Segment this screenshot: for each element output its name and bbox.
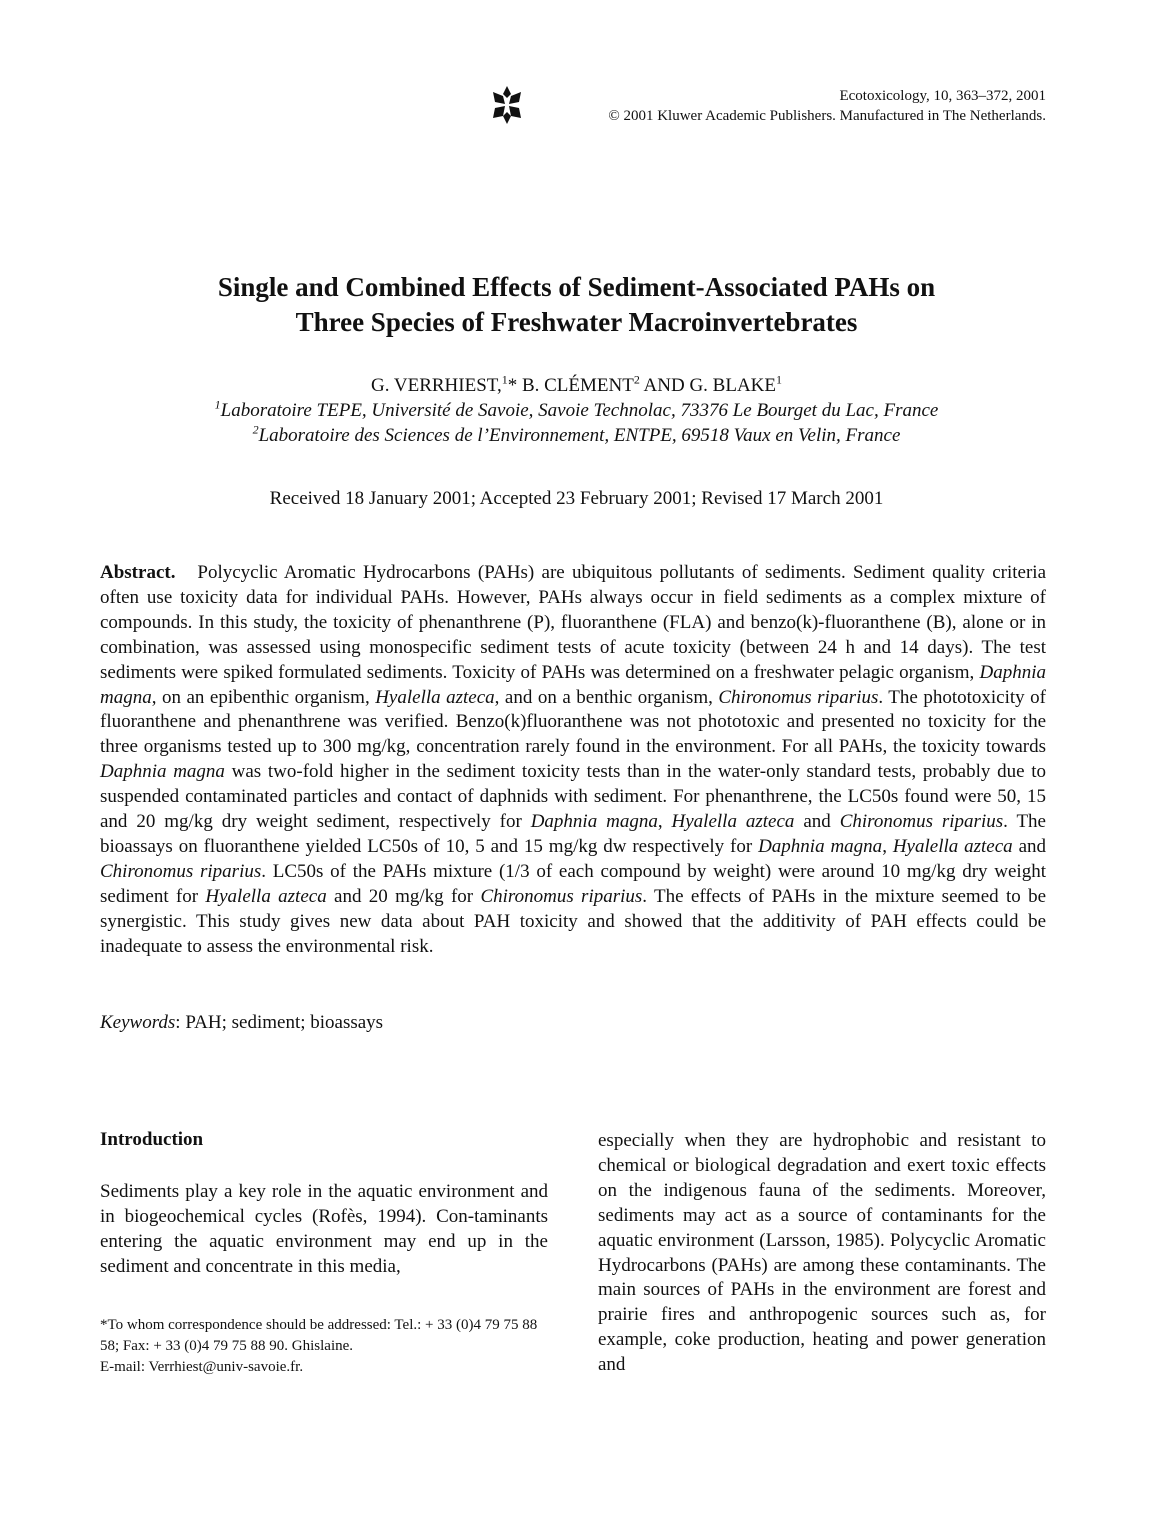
abstract-text: , on an epibenthic organism, — [151, 686, 376, 708]
author-1: G. VERRHIEST, — [370, 375, 502, 396]
author-2-affiliation: 2 — [633, 372, 640, 387]
species-name: Hyalella azteca — [892, 835, 1013, 857]
abstract-text: . LC50s of the PAHs mixture (1/3 of each compound by weight) were around 10 mg/kg dry weight sediment for — [100, 860, 1046, 907]
abstract-text: and — [1012, 835, 1047, 857]
species-name: Chironomus riparius — [480, 885, 643, 907]
paper-title — [0, 270, 1153, 340]
author-3-affiliation: 1 — [776, 372, 783, 387]
publisher-logo — [490, 84, 524, 126]
introduction-right-column: especially when they are hydrophobic and resistant to chemical or biological degradation and exert toxic effects on the indigenous fauna of the sediments. Moreover, sediments may act as a source of contaminants for the aquatic environment (Larsson, 1985). Polycyclic Aromatic Hydrocarbons (PAHs) are among these contaminants. The main sources of PAHs in the environment are forest and prairie fires and anthropogenic sources such as, for example, coke production, heating and power generation and — [598, 1130, 1046, 1376]
abstract-text: and 20 mg/kg for — [326, 885, 481, 907]
author-list — [0, 373, 1153, 398]
introduction-left-column: Sediments play a key role in the aquatic environment and in biogeochemical cycles (Rofès, 1994). Con-taminants entering the aquatic environment may end up in the sediment and concentrate in this media, — [100, 1181, 548, 1277]
abstract — [100, 561, 1046, 960]
abstract-text: . The phototoxicity of fluoranthene and phenanthrene was verified. Benzo(k)fluoranthene was not phototoxic and presented no toxicity for the three organisms tested up to 300 mg/kg, concentration rarely found in the environment. For all PAHs, the toxicity towards — [100, 686, 1047, 758]
species-name: Hyalella azteca — [671, 811, 795, 833]
section-heading-introduction: Introduction — [100, 1129, 204, 1150]
abstract-text: , and on a benthic organism, — [494, 686, 719, 708]
affiliation-text: Laboratoire des Sciences de l’Environnement, ENTPE, 69518 Vaux en Velin, France — [258, 425, 901, 446]
species-name: Chironomus riparius — [100, 860, 262, 882]
journal-citation: Ecotoxicology, 10, 363–372, 2001 — [839, 88, 1046, 104]
abstract-text: , — [657, 811, 672, 833]
footnote-email: E-mail: Verrhiest@univ-savoie.fr. — [100, 1359, 304, 1375]
species-name: Hyalella azteca — [205, 885, 327, 907]
copyright-line: © 2001 Kluwer Academic Publishers. Manufactured in The Netherlands. — [608, 108, 1046, 124]
title-line-1: Single and Combined Effects of Sediment-Associated PAHs on — [217, 272, 936, 302]
species-name: Chironomus riparius — [839, 811, 1004, 833]
abstract-text: . The bioassays on fluoranthene yielded LC50s of 10, 5 and 15 mg/kg dw respectively for — [100, 811, 1046, 857]
affiliation-1 — [0, 398, 1153, 423]
author-2: * B. CLÉMENT — [507, 375, 634, 396]
abstract-text: was two-fold higher in the sediment toxicity tests than in the water-only standard tests, probably due to suspended contaminated particles and contact of daphnids with sediment. For phenanthrene, the LC50s found were 50, 15 and 20 mg/kg dry weight sediment, respectively for — [100, 761, 1046, 833]
keywords — [100, 1010, 383, 1035]
abstract-text: . The effects of PAHs in the mixture seemed to be synergistic. This study gives new data about PAH toxicity and showed that the additivity of PAH effects could be inadequate to assess the environmental risk. — [100, 885, 1046, 957]
author-3: AND G. BLAKE — [639, 375, 777, 396]
species-name: Daphnia magna — [530, 811, 658, 833]
abstract-text: Polycyclic Aromatic Hydrocarbons (PAHs) are ubiquitous pollutants of sediments. Sediment quality criteria often use toxicity data for individual PAHs. However, PAHs always occur in field sediments as a complex mixture of compounds. In this study, the toxicity of phenanthrene (P), fluoranthene (FLA) and benzo(k)-fluoranthene (B), alone or in combination, was assessed using monospecific sediment tests of acute toxicity (between 24 h and 14 days). The test sediments were spiked formulated sediments. Toxicity of PAHs was determined on a freshwater pelagic organism, — [100, 562, 1046, 683]
species-name: Daphnia magna — [758, 835, 883, 857]
species-name: Daphnia magna — [100, 761, 225, 783]
footnote-contact: *To whom correspondence should be addressed: Tel.: + 33 (0)4 79 75 88 58; Fax: + 33 (0)4 79 75 88 90. Ghislaine. — [100, 1317, 538, 1354]
correspondence-footnote — [100, 1315, 548, 1378]
author-1-affiliation: 1 — [501, 372, 508, 387]
species-name: Hyalella azteca — [375, 686, 495, 708]
keywords-list: : PAH; sediment; bioassays — [175, 1012, 384, 1033]
journal-header — [608, 86, 1046, 126]
species-name: Daphnia magna — [100, 661, 1046, 708]
abstract-text: and — [794, 811, 840, 833]
title-line-2: Three Species of Freshwater Macroinvertebrates — [295, 307, 858, 337]
species-name: Chironomus riparius — [718, 686, 879, 708]
received-dates: Received 18 January 2001; Accepted 23 February 2001; Revised 17 March 2001 — [269, 488, 884, 509]
keywords-label: Keywords — [100, 1012, 176, 1033]
abstract-text: , — [882, 835, 893, 857]
affiliation-marker: 1 — [214, 397, 221, 412]
affiliation-text: Laboratoire TEPE, Université de Savoie, Savoie Technolac, 73376 Le Bourget du Lac, France — [220, 400, 939, 421]
abstract-label: Abstract. — [100, 562, 176, 583]
affiliation-marker: 2 — [252, 422, 259, 437]
affiliation-2 — [0, 423, 1153, 448]
